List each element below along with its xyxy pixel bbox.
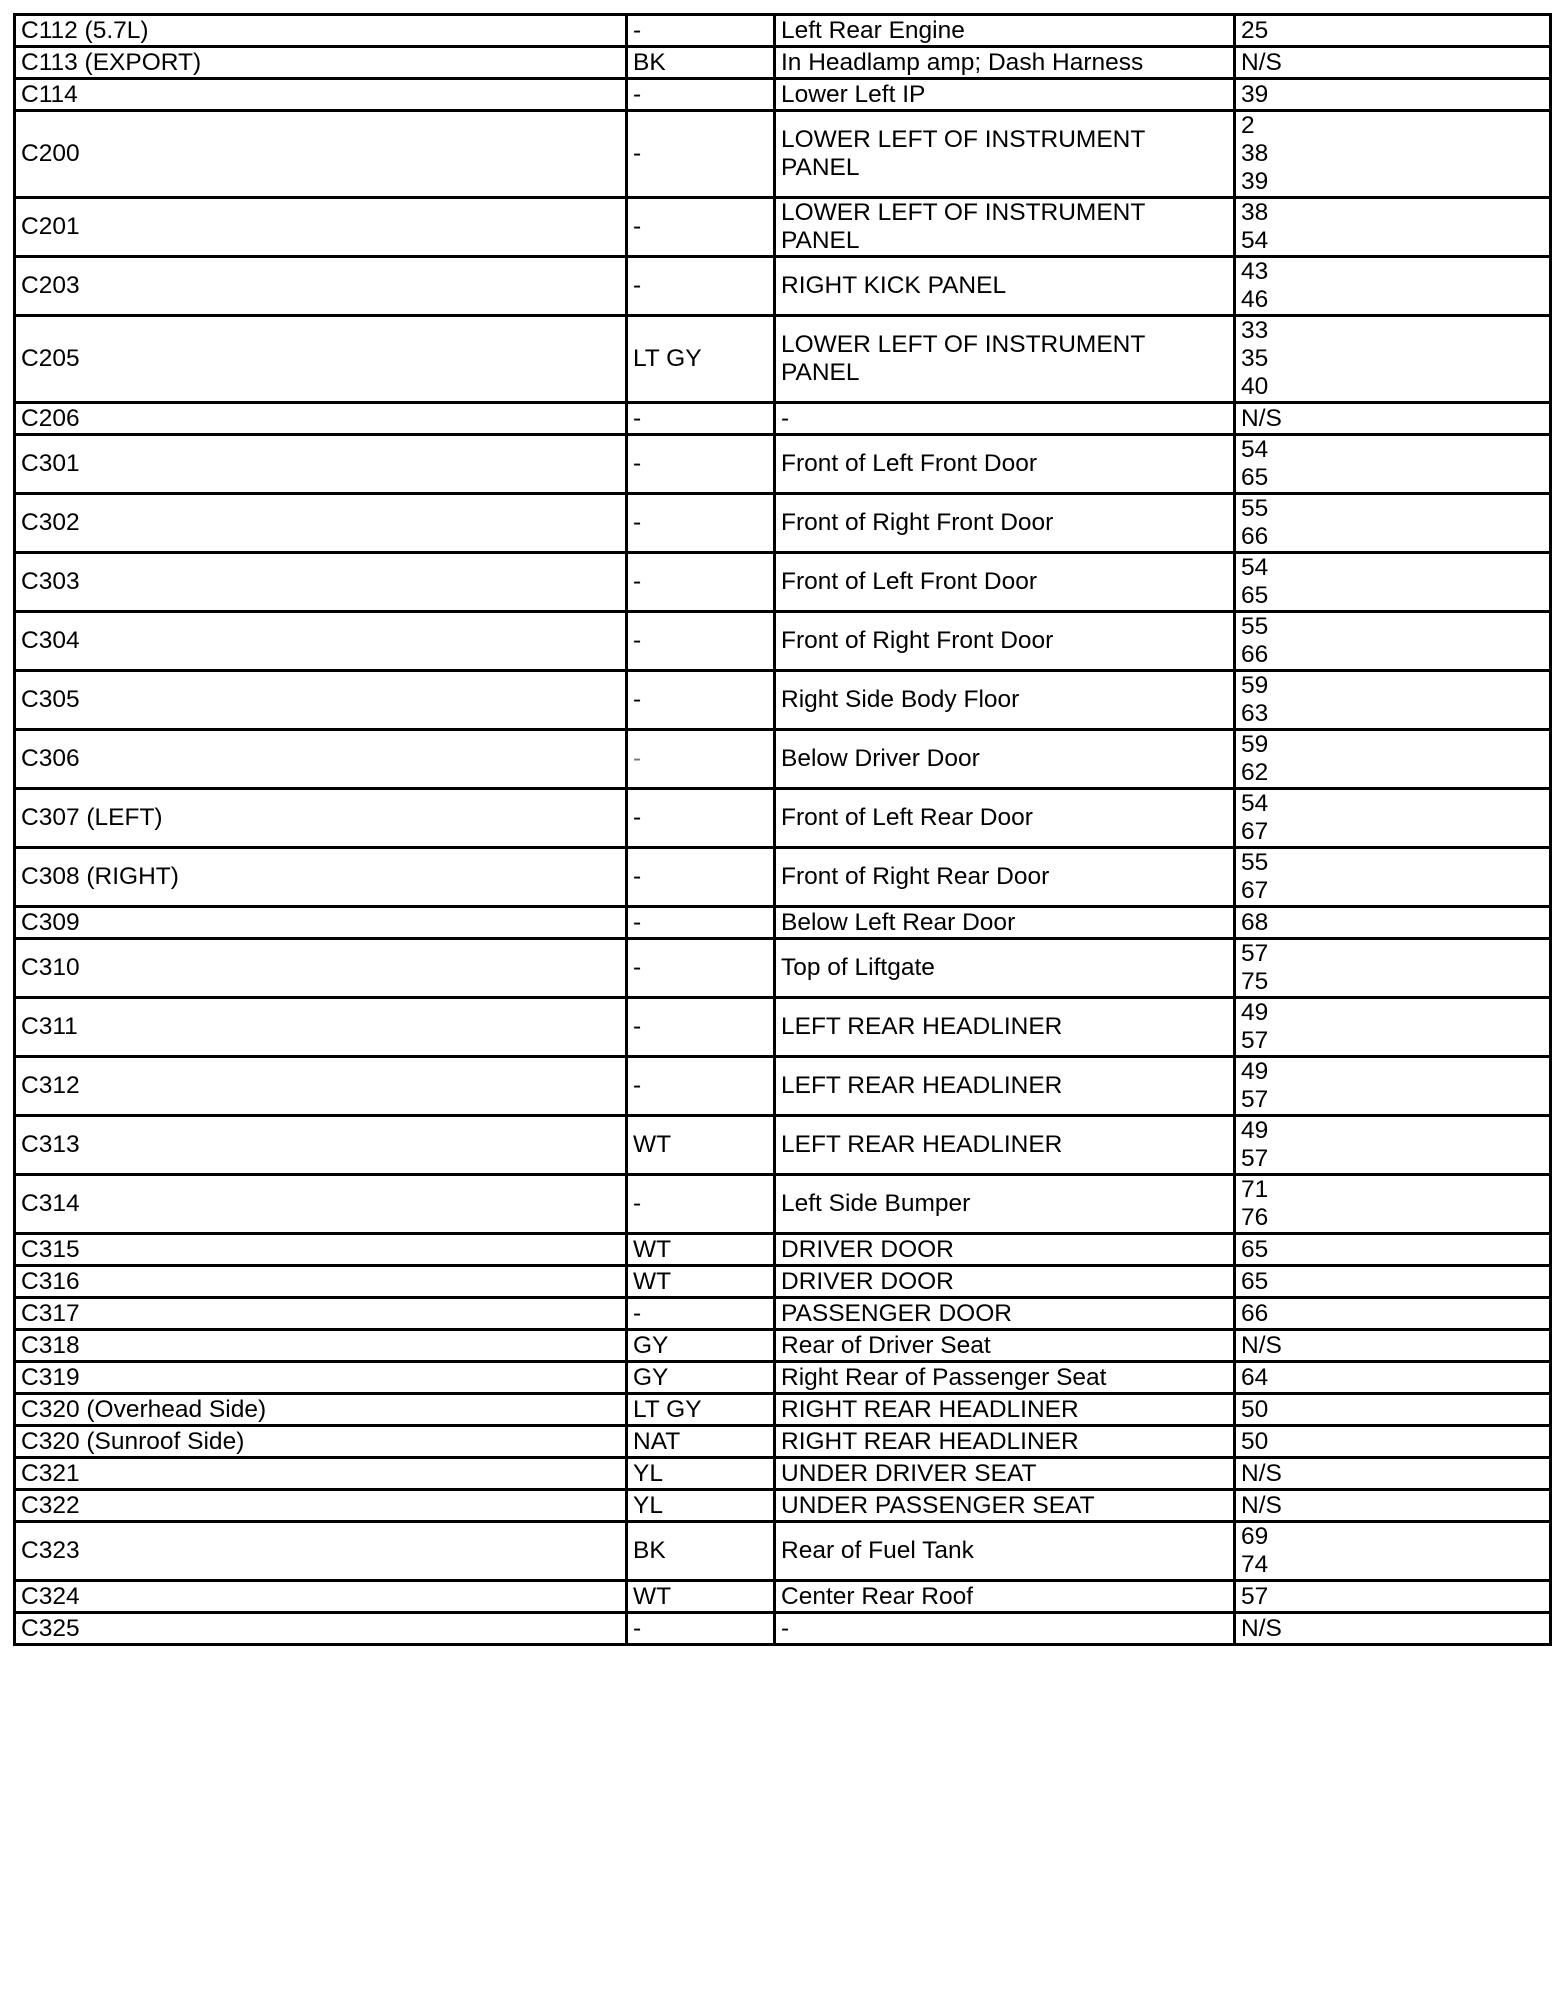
location-cell: Front of Left Front Door xyxy=(775,435,1235,494)
wire-color-cell: GY xyxy=(627,1330,775,1362)
connector-cell: C114 xyxy=(15,79,627,111)
wire-color-cell: GY xyxy=(627,1362,775,1394)
location-cell: Right Rear of Passenger Seat xyxy=(775,1362,1235,1394)
table-row xyxy=(15,198,1551,257)
page-refs-cell: 33 35 40 xyxy=(1235,316,1551,403)
table-row xyxy=(15,907,1551,939)
table-row xyxy=(15,1394,1551,1426)
location-cell: Below Left Rear Door xyxy=(775,907,1235,939)
connector-cell: C112 (5.7L) xyxy=(15,15,627,47)
table-row xyxy=(15,939,1551,998)
page-refs-cell: 65 xyxy=(1235,1266,1551,1298)
table-row xyxy=(15,1458,1551,1490)
connector-cell: C308 (RIGHT) xyxy=(15,848,627,907)
location-cell: DRIVER DOOR xyxy=(775,1234,1235,1266)
table-row xyxy=(15,1175,1551,1234)
table-row xyxy=(15,1522,1551,1581)
page-refs-cell: 54 65 xyxy=(1235,553,1551,612)
wire-color-cell: BK xyxy=(627,1522,775,1581)
table-row xyxy=(15,998,1551,1057)
table-row xyxy=(15,1298,1551,1330)
location-cell: - xyxy=(775,403,1235,435)
connector-cell: C200 xyxy=(15,111,627,198)
connector-cell: C313 xyxy=(15,1116,627,1175)
page-refs-cell: N/S xyxy=(1235,1330,1551,1362)
connector-cell: C113 (EXPORT) xyxy=(15,47,627,79)
page-refs-cell: 50 xyxy=(1235,1394,1551,1426)
connector-cell: C325 xyxy=(15,1613,627,1645)
wire-color-cell: - xyxy=(627,553,775,612)
table-row xyxy=(15,553,1551,612)
page-refs-cell: N/S xyxy=(1235,1613,1551,1645)
connector-cell: C303 xyxy=(15,553,627,612)
location-cell: Left Side Bumper xyxy=(775,1175,1235,1234)
page-refs-cell: 39 xyxy=(1235,79,1551,111)
connector-cell: C304 xyxy=(15,612,627,671)
connector-cell: C301 xyxy=(15,435,627,494)
location-cell: Below Driver Door xyxy=(775,730,1235,789)
wire-color-cell: WT xyxy=(627,1581,775,1613)
location-cell: Front of Left Front Door xyxy=(775,553,1235,612)
connector-cell: C306 xyxy=(15,730,627,789)
table-row xyxy=(15,1116,1551,1175)
location-cell: UNDER PASSENGER SEAT xyxy=(775,1490,1235,1522)
table-row xyxy=(15,848,1551,907)
location-cell: Center Rear Roof xyxy=(775,1581,1235,1613)
wire-color-cell: LT GY xyxy=(627,1394,775,1426)
table-row xyxy=(15,1613,1551,1645)
table-row xyxy=(15,15,1551,47)
table-row xyxy=(15,1266,1551,1298)
location-cell: Top of Liftgate xyxy=(775,939,1235,998)
wire-color-cell: - xyxy=(627,612,775,671)
connector-cell: C203 xyxy=(15,257,627,316)
table-row xyxy=(15,403,1551,435)
wire-color-cell: - xyxy=(627,939,775,998)
connector-cell: C324 xyxy=(15,1581,627,1613)
page-refs-cell: 57 75 xyxy=(1235,939,1551,998)
table-row xyxy=(15,257,1551,316)
page-refs-cell: 25 xyxy=(1235,15,1551,47)
location-cell: LEFT REAR HEADLINER xyxy=(775,1116,1235,1175)
page-refs-cell: 59 62 xyxy=(1235,730,1551,789)
page-refs-cell: 59 63 xyxy=(1235,671,1551,730)
wire-color-cell: - xyxy=(627,494,775,553)
page-refs-cell: 65 xyxy=(1235,1234,1551,1266)
location-cell: Lower Left IP xyxy=(775,79,1235,111)
page-refs-cell: 57 xyxy=(1235,1581,1551,1613)
page-refs-cell: 69 74 xyxy=(1235,1522,1551,1581)
page-refs-cell: 55 66 xyxy=(1235,494,1551,553)
page-refs-cell: 2 38 39 xyxy=(1235,111,1551,198)
location-cell: LEFT REAR HEADLINER xyxy=(775,998,1235,1057)
page-refs-cell: 71 76 xyxy=(1235,1175,1551,1234)
location-cell: UNDER DRIVER SEAT xyxy=(775,1458,1235,1490)
wire-color-cell: YL xyxy=(627,1458,775,1490)
wire-color-cell: - xyxy=(627,15,775,47)
table-row xyxy=(15,435,1551,494)
connector-cell: C305 xyxy=(15,671,627,730)
table-row xyxy=(15,1581,1551,1613)
connector-table xyxy=(13,13,1552,1646)
connector-cell: C319 xyxy=(15,1362,627,1394)
connector-cell: C317 xyxy=(15,1298,627,1330)
connector-cell: C318 xyxy=(15,1330,627,1362)
table-row xyxy=(15,1057,1551,1116)
page-refs-cell: 50 xyxy=(1235,1426,1551,1458)
wire-color-cell: - xyxy=(627,1298,775,1330)
page-refs-cell: 55 66 xyxy=(1235,612,1551,671)
location-cell: - xyxy=(775,1613,1235,1645)
connector-cell: C316 xyxy=(15,1266,627,1298)
page-refs-cell: 54 67 xyxy=(1235,789,1551,848)
connector-cell: C302 xyxy=(15,494,627,553)
connector-cell: C311 xyxy=(15,998,627,1057)
location-cell: Front of Right Rear Door xyxy=(775,848,1235,907)
page-refs-cell: 38 54 xyxy=(1235,198,1551,257)
wire-color-cell: - xyxy=(627,671,775,730)
connector-cell: C322 xyxy=(15,1490,627,1522)
connector-cell: C309 xyxy=(15,907,627,939)
wire-color-cell: - xyxy=(627,435,775,494)
location-cell: RIGHT REAR HEADLINER xyxy=(775,1394,1235,1426)
location-cell: Rear of Fuel Tank xyxy=(775,1522,1235,1581)
wire-color-cell: WT xyxy=(627,1116,775,1175)
connector-cell: C315 xyxy=(15,1234,627,1266)
location-cell: Front of Right Front Door xyxy=(775,494,1235,553)
page-refs-cell: N/S xyxy=(1235,1458,1551,1490)
wire-color-cell: - xyxy=(627,1057,775,1116)
connector-cell: C323 xyxy=(15,1522,627,1581)
location-cell: In Headlamp amp; Dash Harness xyxy=(775,47,1235,79)
page-refs-cell: 43 46 xyxy=(1235,257,1551,316)
connector-cell: C205 xyxy=(15,316,627,403)
page-refs-cell: N/S xyxy=(1235,1490,1551,1522)
location-cell: PASSENGER DOOR xyxy=(775,1298,1235,1330)
wire-color-cell: - xyxy=(627,789,775,848)
location-cell: RIGHT REAR HEADLINER xyxy=(775,1426,1235,1458)
wire-color-cell: - xyxy=(627,848,775,907)
location-cell: Left Rear Engine xyxy=(775,15,1235,47)
table-row xyxy=(15,316,1551,403)
table-row xyxy=(15,1330,1551,1362)
page-refs-cell: N/S xyxy=(1235,403,1551,435)
connector-cell: C307 (LEFT) xyxy=(15,789,627,848)
page-refs-cell: 49 57 xyxy=(1235,998,1551,1057)
table-row xyxy=(15,789,1551,848)
connector-cell: C310 xyxy=(15,939,627,998)
table-row xyxy=(15,111,1551,198)
location-cell: Front of Right Front Door xyxy=(775,612,1235,671)
wire-color-cell: - xyxy=(627,257,775,316)
table-row xyxy=(15,1234,1551,1266)
wire-color-cell: - xyxy=(627,730,775,789)
page-refs-cell: 68 xyxy=(1235,907,1551,939)
page-refs-cell: 55 67 xyxy=(1235,848,1551,907)
wire-color-cell: - xyxy=(627,198,775,257)
connector-cell: C314 xyxy=(15,1175,627,1234)
location-cell: RIGHT KICK PANEL xyxy=(775,257,1235,316)
table-row xyxy=(15,671,1551,730)
location-cell: DRIVER DOOR xyxy=(775,1266,1235,1298)
connector-cell: C201 xyxy=(15,198,627,257)
wire-color-cell: - xyxy=(627,907,775,939)
page-refs-cell: 66 xyxy=(1235,1298,1551,1330)
wire-color-cell: NAT xyxy=(627,1426,775,1458)
connector-cell: C320 (Sunroof Side) xyxy=(15,1426,627,1458)
connector-cell: C312 xyxy=(15,1057,627,1116)
page-refs-cell: N/S xyxy=(1235,47,1551,79)
connector-cell: C206 xyxy=(15,403,627,435)
wire-color-cell: - xyxy=(627,998,775,1057)
page-refs-cell: 49 57 xyxy=(1235,1057,1551,1116)
table-row xyxy=(15,1426,1551,1458)
wire-color-cell: YL xyxy=(627,1490,775,1522)
location-cell: Rear of Driver Seat xyxy=(775,1330,1235,1362)
wire-color-cell: - xyxy=(627,403,775,435)
location-cell: LEFT REAR HEADLINER xyxy=(775,1057,1235,1116)
table-row xyxy=(15,79,1551,111)
location-cell: LOWER LEFT OF INSTRUMENT PANEL xyxy=(775,111,1235,198)
connector-cell: C321 xyxy=(15,1458,627,1490)
table-row xyxy=(15,1362,1551,1394)
wire-color-cell: - xyxy=(627,79,775,111)
page-refs-cell: 54 65 xyxy=(1235,435,1551,494)
wire-color-cell: - xyxy=(627,111,775,198)
location-cell: Front of Left Rear Door xyxy=(775,789,1235,848)
table-row xyxy=(15,494,1551,553)
connector-cell: C320 (Overhead Side) xyxy=(15,1394,627,1426)
wire-color-cell: LT GY xyxy=(627,316,775,403)
location-cell: LOWER LEFT OF INSTRUMENT PANEL xyxy=(775,316,1235,403)
wire-color-cell: BK xyxy=(627,47,775,79)
table-row xyxy=(15,612,1551,671)
table-row xyxy=(15,1490,1551,1522)
wire-color-cell: WT xyxy=(627,1266,775,1298)
wire-color-cell: WT xyxy=(627,1234,775,1266)
wire-color-cell: - xyxy=(627,1175,775,1234)
page-refs-cell: 49 57 xyxy=(1235,1116,1551,1175)
location-cell: Right Side Body Floor xyxy=(775,671,1235,730)
table-row xyxy=(15,47,1551,79)
wire-color-cell: - xyxy=(627,1613,775,1645)
connector-table-body xyxy=(15,15,1551,1645)
page-refs-cell: 64 xyxy=(1235,1362,1551,1394)
table-row xyxy=(15,730,1551,789)
location-cell: LOWER LEFT OF INSTRUMENT PANEL xyxy=(775,198,1235,257)
